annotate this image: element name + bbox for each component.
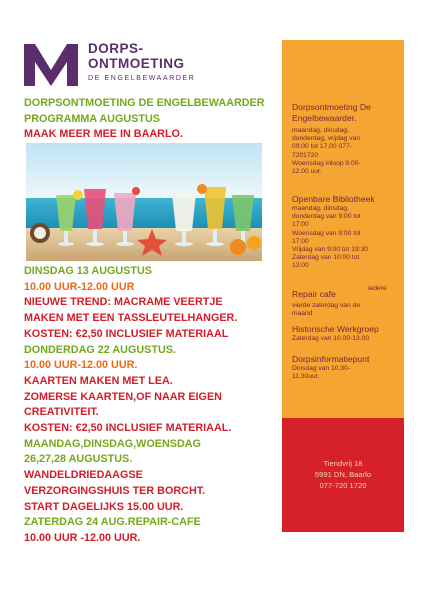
program-line: DINSDAG 13 AUGUSTUS (24, 265, 152, 277)
sidebar-hist-title: Historische Werkgroep (292, 324, 379, 334)
program-line: KAARTEN MAKEN MET LEA. (24, 374, 173, 387)
header-subtitle: PROGRAMMA AUGUSTUS (24, 112, 160, 125)
sidebar-dorps-line: maandag, dinsdag, (292, 127, 349, 134)
sidebar-dorpsinformatiepunt (292, 354, 400, 381)
address-postcode-city: 5991 DN, Baarlo (314, 470, 372, 479)
address-box (282, 418, 404, 532)
sidebar-info-line: Dinsdag van 10.30- (292, 365, 350, 372)
sidebar-dorps-title: Dorpsontmoeting De Engelbewaarder. (292, 102, 371, 123)
program-line: 10.00 UUR-12.00 UUR. (24, 359, 138, 372)
cocktails-photo (26, 143, 262, 261)
program-line: 26,27,28 AUGUSTUS. (24, 453, 133, 466)
sidebar-dorps-line: Woensdag inloop 9.00- (292, 159, 361, 167)
program-line: WANDELDRIEDAAGSE (24, 469, 143, 482)
sidebar-dorps-line: donderdag, vrijdag van (292, 135, 361, 143)
logo-m-icon (22, 40, 80, 88)
sidebar-dorps-line: 09:00 tot 17.00 077- (292, 143, 352, 151)
sidebar-dorps-line: 7201720 (292, 151, 319, 159)
program-line: DONDERDAG 22 AUGUSTUS. (24, 343, 176, 356)
program-line: START DAGELIJKS 15.00 UUR. (24, 500, 184, 513)
program-line: VERZORGINGSHUIS TER BORCHT. (24, 484, 206, 497)
program-line: 10.00 UUR -12.00 UUR. (24, 531, 141, 544)
address-phone: 077-720 1720 (319, 481, 367, 490)
sidebar-bieb-line: maandag, dinsdag, (292, 205, 349, 212)
sidebar-bibliotheek (292, 194, 400, 271)
program-line: MAKEN MET EEN TASSLEUTELHANGER. (24, 312, 238, 325)
sidebar-bieb-title: Openbare Bibliotheek (292, 194, 375, 204)
sidebar-bieb-line: donderdag van 9:00 tot (292, 213, 361, 221)
sidebar-repair-row (292, 284, 400, 302)
program-line: NIEUWE TREND: MACRAME VEERTJE (24, 296, 223, 309)
program-line: MAANDAG,DINSDAG,WOENSDAG (24, 437, 201, 450)
sidebar-repair-side: iedere (368, 285, 387, 292)
sidebar-repair-cafe (292, 284, 400, 318)
program-line: 10.00 UUR-12.00 UUR (24, 280, 135, 293)
sidebar-bieb-line: 17:00 (292, 237, 309, 245)
program-list (24, 264, 274, 547)
sidebar-hist-line: Zaterdag van 10.00-13.00 (292, 335, 369, 342)
program-line: KOSTEN: €2,50 INCLUSIEF MATERIAAL. (24, 422, 232, 435)
header (24, 96, 274, 143)
sidebar-bieb-line: 17:00 (292, 221, 309, 229)
sidebar-repair-line: vierde zaterdag van de (292, 302, 361, 309)
logo-text-ontmoeting: ONTMOETING (88, 56, 185, 71)
sidebar-bieb-line: 13:00 (292, 262, 309, 270)
program-line: CREATIVITEIT. (24, 406, 99, 419)
sidebar-bieb-line: Zaterdag van 10:00 tot (292, 254, 360, 262)
logo-text-dorps: DORPS- (88, 41, 144, 56)
sidebar-info-title: Dorpsinformatiepunt (292, 354, 370, 364)
sidebar-repair-title: Repair cafe (292, 289, 336, 299)
header-title: DORPSONTMOETING DE ENGELBEWAARDER (24, 97, 265, 109)
sidebar-dorps-line: 12.00 uur. (292, 168, 322, 176)
program-line: ZATERDAG 24 AUG.REPAIR-CAFE (24, 516, 201, 529)
logo-subtitle: DE ENGELBEWAARDER (88, 75, 196, 82)
logo (22, 40, 252, 92)
sidebar-historische-werkgroep (292, 324, 400, 343)
sidebar-dorpsontmoeting (292, 102, 400, 176)
info-sidebar (282, 40, 404, 418)
program-line: KOSTEN: €2,50 INCLUSIEF MATERIAAL (24, 327, 229, 340)
address-street: Tiendvrij 18 (323, 459, 363, 468)
program-line: ZOMERSE KAARTEN,OF NAAR EIGEN (24, 390, 222, 403)
sidebar-repair-line: maand (292, 310, 313, 318)
header-slogan: MAAK MEER MEE IN BAARLO. (24, 128, 183, 141)
sidebar-bieb-line: Woensdag van 9:00 tot (292, 229, 361, 237)
sidebar-info-line: 11.30uur. (292, 373, 320, 381)
sidebar-bieb-line: Vrijdag van 9:00 tot 19:30 (292, 246, 368, 254)
